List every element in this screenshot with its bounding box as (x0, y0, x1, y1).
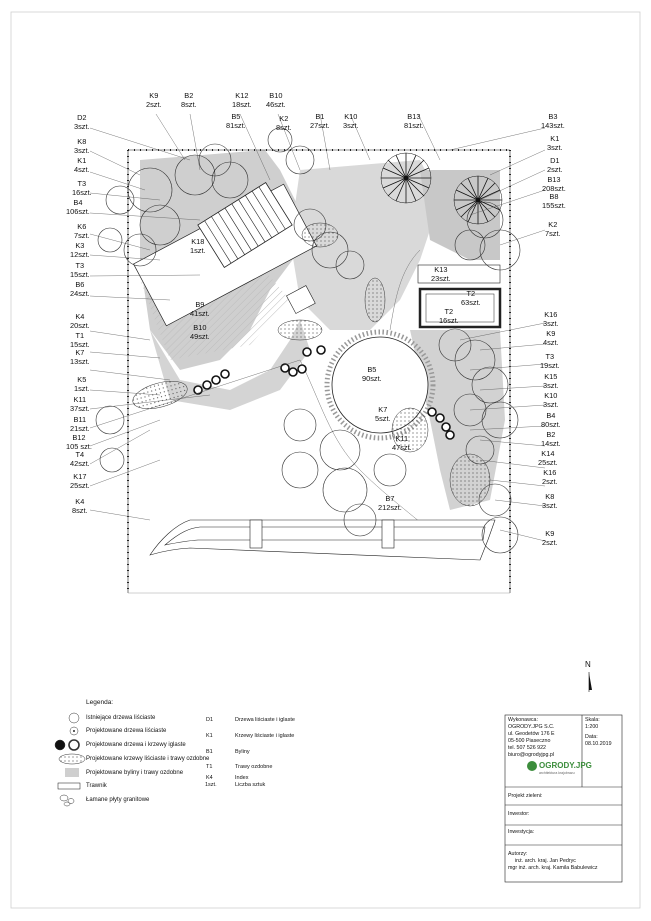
plant-label: K10 3szt. (543, 391, 559, 409)
index-text: Byliny (235, 749, 250, 755)
plant-label: T3 19szt. (540, 352, 560, 370)
plant-label: K9 2szt. (542, 529, 558, 547)
date-value: 08.10.2019 (585, 741, 612, 747)
index-example-code: K4 (206, 775, 213, 781)
existing-tree-icon (69, 713, 79, 723)
plant-label: K7 5szt. (375, 405, 391, 423)
scale-value: 1:200 (585, 724, 599, 730)
index-code: T1 (206, 764, 213, 770)
index-text: Trawy ozdobne (235, 764, 273, 770)
plant-label: B2 8szt. (181, 91, 197, 109)
investor-label: Inwestor: (508, 811, 530, 817)
project-label: Projekt zieleni: (508, 793, 543, 799)
plant-label: K9 4szt. (543, 329, 559, 347)
plant-label: B3 143szt. (541, 112, 565, 130)
plant-label: K8 3szt. (74, 137, 90, 155)
plant-label: B7 212szt. (378, 494, 402, 512)
plant-label: T2 16szt. (439, 307, 459, 325)
legend-item: Projektowane krzewy liściaste i trawy ozdobne (86, 756, 210, 762)
plant-label: B9 41szt. (190, 300, 210, 318)
legend-item: Projektowane drzewa i krzewy iglaste (86, 742, 186, 748)
plant-label: B13 208szt. (542, 175, 566, 193)
plant-label: T2 63szt. (461, 289, 481, 307)
authors-label: Autorzy: (508, 851, 528, 857)
legend-item: Istniejące drzewa liściaste (86, 715, 156, 721)
index-text: Krzewy liściaste i iglaste (235, 733, 295, 739)
index-text: Drzewa liściaste i iglaste (235, 717, 295, 723)
conifer-icon (55, 740, 79, 750)
granite-icon (60, 795, 74, 806)
plant-label: K11 47szt. (392, 434, 412, 452)
contractor-label: Wykonawca: (508, 717, 538, 723)
plant-label: T3 15szt. (70, 261, 90, 279)
north-label: N (585, 660, 591, 669)
plant-label: K16 3szt. (543, 310, 559, 328)
author-line: mgr inż. arch. kraj. Kamila Babulewicz (508, 865, 598, 871)
plant-label: K11 37szt. (70, 395, 90, 413)
perennial-icon (65, 768, 79, 777)
plant-label: B1 27szt. (310, 112, 330, 130)
plant-label: K9 2szt. (146, 91, 162, 109)
plant-label: B2 14szt. (541, 430, 561, 448)
index-code: K1 (206, 733, 213, 739)
index-code: D1 (206, 717, 214, 723)
plant-label: B12 105 szt. (66, 433, 92, 451)
plant-label: K17 25szt. (70, 472, 90, 490)
lawn-icon (58, 783, 80, 789)
plant-label: B4 106szt. (66, 198, 90, 216)
plant-label: B5 90szt. (362, 365, 382, 383)
legend-item: Projektowane drzewa liściaste (86, 728, 167, 734)
plant-label: K10 3szt. (343, 112, 359, 130)
plant-label: D1 2szt. (547, 156, 563, 174)
plant-label: K15 3szt. (543, 372, 559, 390)
plant-label: K1 3szt. (547, 134, 563, 152)
plant-label: B8 155szt. (542, 192, 566, 210)
contractor-line: ul. Geodetów 176 E (508, 731, 555, 737)
index-example-text: Index (235, 775, 249, 781)
plant-label: B13 81szt. (404, 112, 424, 130)
plant-label: T1 15szt. (70, 331, 90, 349)
index-example-text: Liczba sztuk (235, 782, 266, 788)
contractor-line: biuro@ogrodyjpg.pl (508, 752, 555, 758)
plant-label: K5 1szt. (74, 375, 90, 393)
date-label: Data: (585, 734, 598, 740)
plant-label: D2 3szt. (74, 113, 90, 131)
legend-icons (55, 713, 85, 806)
plant-label: K1 4szt. (74, 156, 90, 174)
plant-label: K12 18szt. (232, 91, 252, 109)
plant-label: K8 3szt. (542, 492, 558, 510)
index-example-count: 1szt. (205, 782, 217, 788)
deck (150, 520, 495, 560)
plant-label: K16 2szt. (542, 468, 558, 486)
plant-label: B6 24szt. (70, 280, 90, 298)
plant-label: T4 42szt. (70, 450, 90, 468)
scale-label: Skala: (585, 717, 600, 723)
plant-label: K14 25szt. (538, 449, 558, 467)
plant-label: K4 20szt. (70, 312, 90, 330)
plant-label: K6 7szt. (74, 222, 90, 240)
plant-label: B5 81szt. (226, 112, 246, 130)
plant-label: K4 8szt. (72, 497, 88, 515)
plant-label: B10 49szt. (190, 323, 210, 341)
north-arrow-icon (589, 672, 592, 692)
plant-label: K13 23szt. (431, 265, 451, 283)
legend-item: Projektowane byliny i trawy ozdobne (86, 770, 184, 776)
investment-label: Inwestycja: (508, 829, 535, 835)
plant-label: K2 8szt. (276, 114, 292, 132)
plant-label: K3 12szt. (70, 241, 90, 259)
contractor-line: OGRODY.JPG S.C. (508, 724, 555, 730)
legend-title: Legenda: (86, 699, 114, 706)
plant-label: K2 7szt. (545, 220, 561, 238)
contractor-line: 05-500 Piaseczno (508, 738, 551, 744)
legend-item: Łamane płyty granitowe (86, 797, 150, 803)
plant-label: B11 21szt. (70, 415, 90, 433)
shrub-icon (59, 754, 85, 764)
author-line: inż. arch. kraj. Jan Pedryc (515, 858, 576, 864)
index-code: B1 (206, 749, 213, 755)
contractor-line: tel. 507 526 922 (508, 745, 546, 751)
plant-label: K7 13szt. (70, 348, 90, 366)
plant-label: B10 46szt. (266, 91, 286, 109)
plant-label: B4 80szt. (541, 411, 561, 429)
legend-item: Trawnik (86, 783, 107, 789)
plant-label: T3 16szt. (72, 179, 92, 197)
plant-label: K18 1szt. (190, 237, 206, 255)
company-logo: OGRODY.JPG architektura krajobrazu (527, 761, 592, 775)
